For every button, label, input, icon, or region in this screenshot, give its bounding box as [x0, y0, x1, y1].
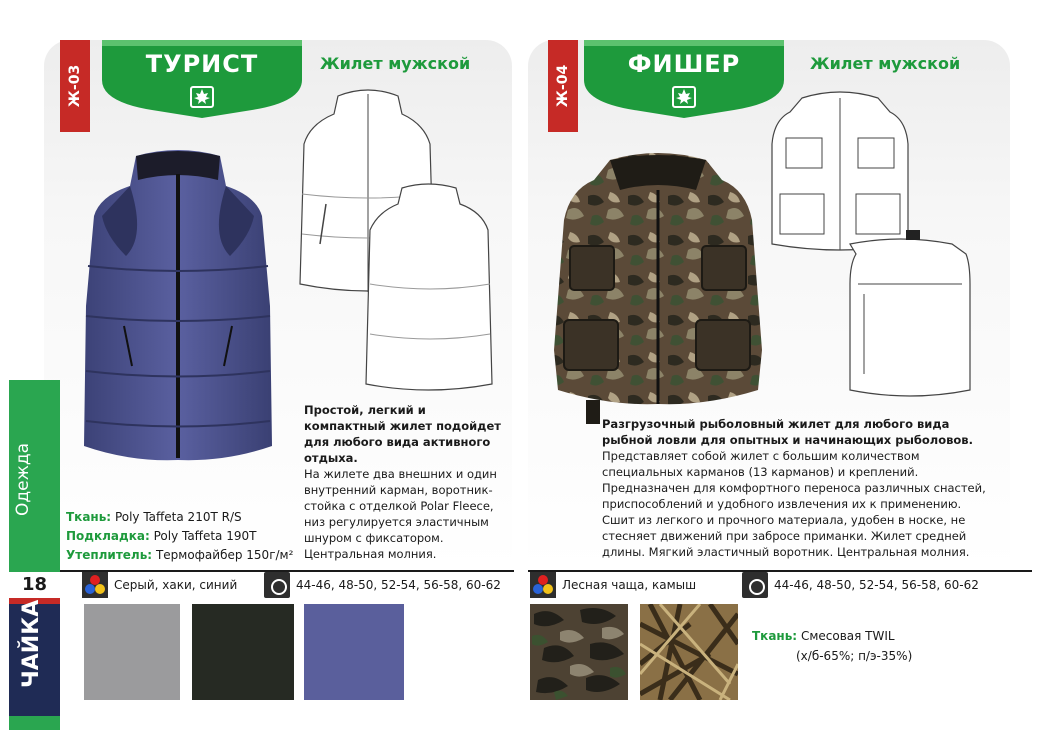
color-swatch-forest	[530, 604, 628, 700]
spec-row	[66, 527, 293, 546]
brand-stripe	[9, 716, 60, 730]
fabric-row	[752, 626, 912, 646]
brand-label: ЧАЙКА	[19, 599, 44, 688]
section-tab	[9, 380, 60, 572]
spec-value: Poly Taffeta 190T	[153, 529, 257, 543]
product-code-tab	[548, 40, 578, 132]
spec-label: Ткань:	[752, 629, 798, 643]
product-code-tab	[60, 40, 90, 132]
product-code: Ж-04	[555, 64, 571, 108]
color-swatch-khaki	[192, 604, 294, 700]
available-sizes: 44-46, 48-50, 52-54, 56-58, 60-62	[774, 578, 979, 592]
product-title: ФИШЕР	[627, 50, 741, 78]
available-sizes: 44-46, 48-50, 52-54, 56-58, 60-62	[296, 578, 501, 592]
available-colors: Серый, хаки, синий	[114, 578, 238, 592]
product-subtitle: Жилет мужской	[810, 54, 961, 73]
spec-row	[66, 546, 293, 565]
color-swatch-blue	[304, 604, 404, 700]
product-subtitle: Жилет мужской	[320, 54, 471, 73]
spec-label: Ткань:	[66, 510, 112, 524]
divider	[528, 570, 1032, 572]
title-banner	[584, 40, 784, 120]
spec-value: Смесовая TWIL	[800, 629, 895, 643]
vest-drawing-fisher	[770, 84, 976, 400]
maple-leaf-icon	[672, 86, 696, 108]
description-body: На жилете два внешних и один внутренний карман, воротник-стойка с отделкой Polar Fleece, низ регулируется эластичным шнуром с фиксатором. Центральная молния.	[304, 467, 497, 561]
fabric-composition: (х/б-65%; п/э-35%)	[796, 649, 913, 663]
brand-tab	[9, 599, 60, 716]
spec-label: Подкладка:	[66, 529, 150, 543]
section-label: Одежда	[13, 442, 33, 516]
spec-value: Poly Taffeta 210T R/S	[114, 510, 242, 524]
fabric-info	[752, 626, 912, 666]
size-icon	[742, 572, 768, 598]
product-code: Ж-03	[67, 64, 83, 108]
size-icon	[264, 572, 290, 598]
page-number: 18	[9, 572, 60, 598]
product-description	[304, 402, 510, 562]
spec-row	[66, 508, 293, 527]
description-body: Представляет собой жилет с большим количеством специальных карманов (13 карманов) и креплений. Предназначен для комфортного переноса различных снастей, приспособлений и удобного извлечения их к применению. Сшит из легкого и прочного материала, удобен в носке, не стесняет движений при забросе приманки. Жилет средней длины. Мягкий эластичный воротник. Центральная молния.	[602, 449, 986, 559]
spec-value: Термофайбер 150г/м²	[155, 548, 294, 562]
color-palette-icon	[530, 572, 556, 598]
available-colors: Лесная чаща, камыш	[562, 578, 697, 592]
description-lead: Простой, легкий и компактный жилет подойдет для любого вида активного отдыха.	[304, 403, 501, 465]
vest-drawing-turist	[298, 84, 498, 394]
vest-photo-fisher	[546, 150, 770, 426]
color-swatch-grey	[84, 604, 180, 700]
color-swatch-reed	[640, 604, 738, 700]
description-lead: Разгрузочный рыболовный жилет для любого вида рыбной ловли для опытных и начинающих рыболовов.	[602, 417, 973, 447]
product-title: ТУРИСТ	[145, 50, 259, 78]
maple-leaf-icon	[190, 86, 214, 108]
material-specs	[66, 508, 293, 565]
color-palette-icon	[82, 572, 108, 598]
product-description	[602, 416, 992, 560]
vest-photo-turist	[66, 146, 290, 466]
spec-label: Утеплитель:	[66, 548, 153, 562]
title-banner	[102, 40, 302, 120]
